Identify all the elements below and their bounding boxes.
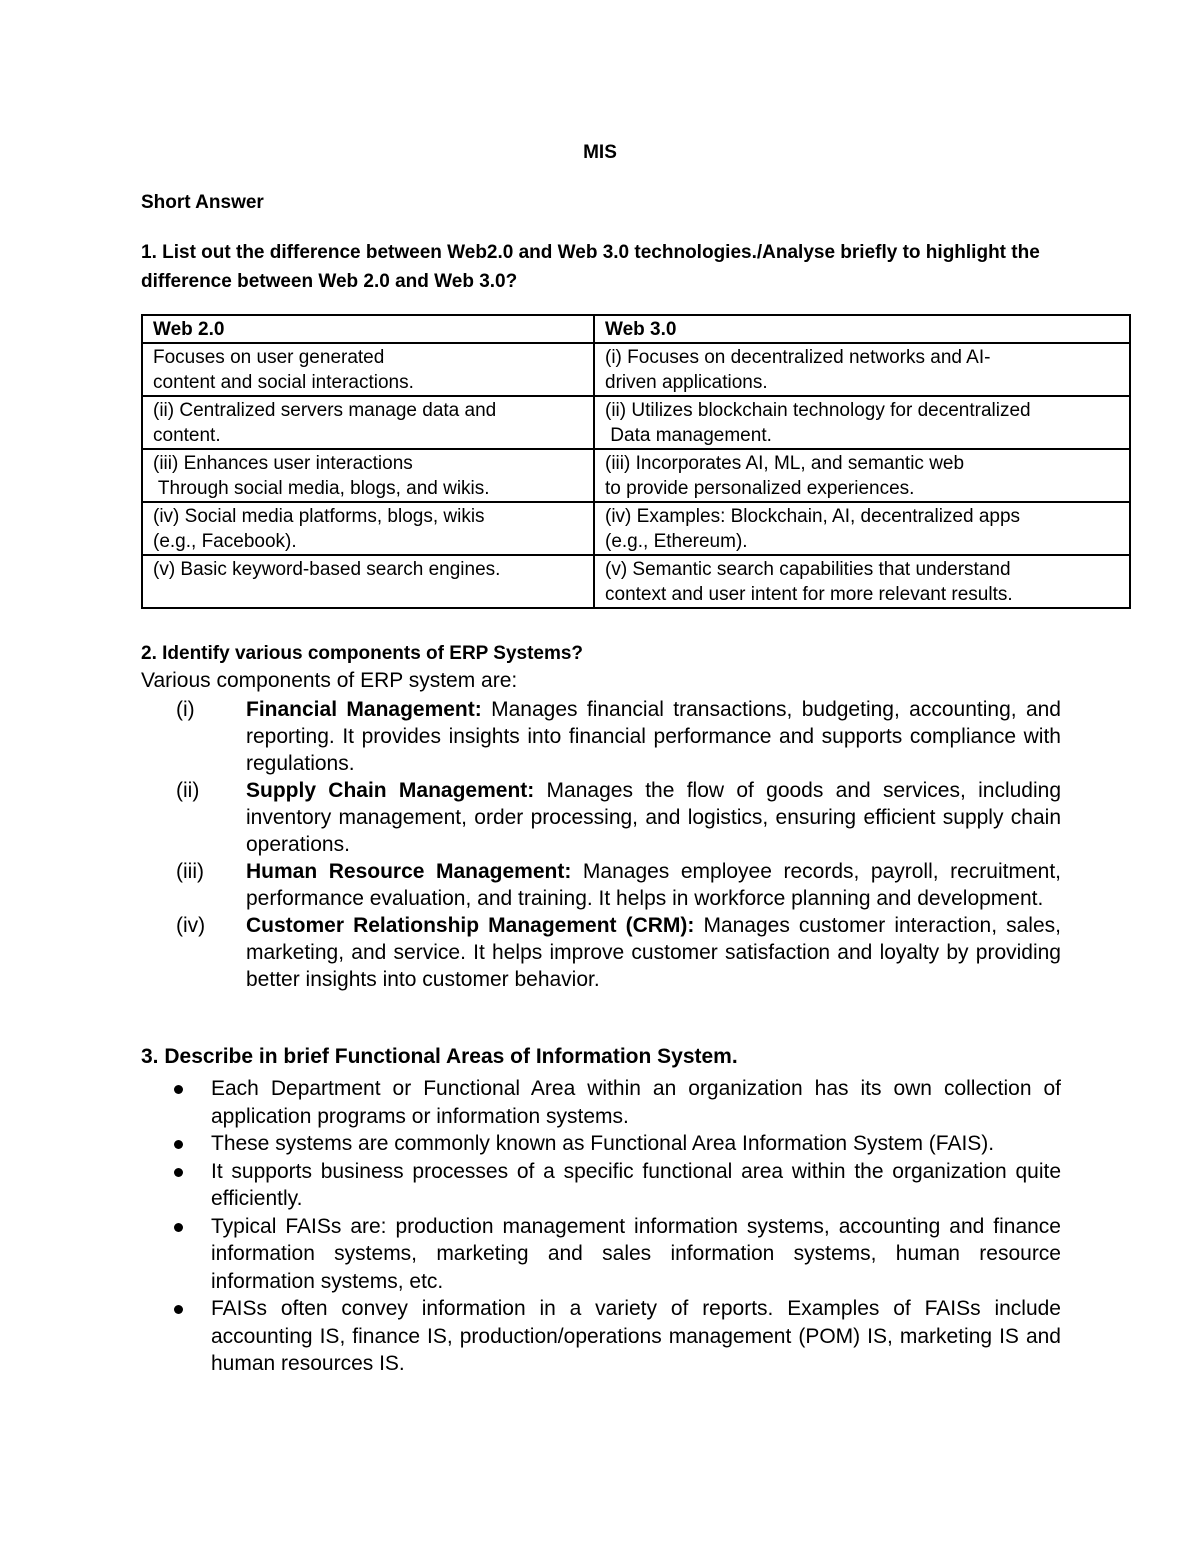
item-number: (i) xyxy=(176,698,195,721)
cell-text-line: (ii) Centralized servers manage data and xyxy=(153,400,497,421)
cell-text-line: (iv) Social media platforms, blogs, wikis xyxy=(153,506,485,527)
cell-text-line: (v) Basic keyword-based search engines. xyxy=(153,559,501,580)
cell-text-line: (i) Focuses on decentralized networks and AI- xyxy=(605,347,991,368)
bullet-text: Each Department or Functional Area within an organization has its own collection of application programs or information systems. xyxy=(211,1077,1061,1128)
erp-component-item xyxy=(141,777,1061,858)
item-number: (ii) xyxy=(176,779,200,802)
component-description: Manages financial transactions, budgeting, accounting, and reporting. It provides insights into financial performance and supports compliance with regulations. xyxy=(246,698,1061,775)
web2-cell xyxy=(142,343,594,396)
cell-text-line: Through social media, blogs, and wikis. xyxy=(153,478,490,499)
cell-text-line: (iv) Examples: Blockchain, AI, decentralized apps xyxy=(605,506,1021,527)
cell-text-line: content and social interactions. xyxy=(153,372,414,393)
bullet-text: It supports business processes of a specific functional area within the organization quite efficiently. xyxy=(211,1159,1061,1210)
erp-component-item xyxy=(141,858,1061,912)
cell-text-line: (iii) Enhances user interactions xyxy=(153,453,413,474)
web3-cell xyxy=(594,502,1130,555)
bullet-icon xyxy=(174,1085,183,1094)
fais-bullet-list xyxy=(141,1075,1061,1378)
cell-text-line: context and user intent for more relevant results. xyxy=(605,584,1013,605)
table-row xyxy=(142,555,1130,608)
erp-component-item xyxy=(141,696,1061,777)
web3-cell xyxy=(594,449,1130,502)
header-web3: Web 3.0 xyxy=(594,315,1130,343)
web-comparison-table xyxy=(141,314,1131,609)
bullet-icon xyxy=(174,1140,183,1149)
list-item xyxy=(141,1158,1061,1213)
component-description: Manages the flow of goods and services, including inventory management, order processing, and logistics, ensuring efficient supply chain operations. xyxy=(246,779,1061,856)
table-row xyxy=(142,343,1130,396)
bullet-icon xyxy=(174,1168,183,1177)
cell-text-line: (e.g., Facebook). xyxy=(153,531,297,552)
component-term: Financial Management: xyxy=(246,698,482,721)
bullet-text: FAISs often convey information in a variety of reports. Examples of FAISs include accounting IS, finance IS, production/operations management (POM) IS, marketing IS and human resources IS. xyxy=(211,1297,1061,1375)
table-row xyxy=(142,449,1130,502)
cell-text-line: (iii) Incorporates AI, ML, and semantic web xyxy=(605,453,965,474)
web3-cell xyxy=(594,396,1130,449)
web3-cell xyxy=(594,343,1130,396)
bullet-icon xyxy=(174,1305,183,1314)
list-item xyxy=(141,1295,1061,1378)
bullet-icon xyxy=(174,1223,183,1232)
web2-cell xyxy=(142,555,594,608)
table-header-row xyxy=(142,315,1130,343)
list-item xyxy=(141,1075,1061,1130)
page-title: MIS xyxy=(583,142,617,163)
list-item xyxy=(141,1213,1061,1296)
web2-cell xyxy=(142,449,594,502)
component-description: Manages employee records, payroll, recruitment, performance evaluation, and training. It helps in workforce planning and development. xyxy=(246,860,1062,910)
erp-component-item xyxy=(141,912,1061,993)
bullet-text: These systems are commonly known as Functional Area Information System (FAIS). xyxy=(211,1132,995,1155)
component-term: Customer Relationship Management (CRM): xyxy=(246,914,695,937)
list-item xyxy=(141,1130,1061,1158)
component-description: Manages customer interaction, sales, marketing, and service. It helps improve customer satisfaction and loyalty by providing better insights into customer behavior. xyxy=(246,914,1061,991)
cell-text-line: (v) Semantic search capabilities that understand xyxy=(605,559,1011,580)
erp-intro: Various components of ERP system are: xyxy=(141,669,518,692)
web2-cell xyxy=(142,502,594,555)
section-subheading: Short Answer xyxy=(141,192,264,213)
erp-components-list xyxy=(141,696,1061,993)
item-number: (iii) xyxy=(176,860,204,883)
web3-cell xyxy=(594,555,1130,608)
question-2: 2. Identify various components of ERP Systems? xyxy=(141,643,584,664)
cell-text-line: to provide personalized experiences. xyxy=(605,478,915,499)
question-1: 1. List out the difference between Web2.0 and Web 3.0 technologies./Analyse briefly to highlight the difference between Web 2.0 and Web 3.0? xyxy=(141,242,1040,292)
component-term: Human Resource Management: xyxy=(246,860,572,883)
table-row xyxy=(142,396,1130,449)
cell-text-line: (e.g., Ethereum). xyxy=(605,531,748,552)
cell-text-line: Data management. xyxy=(605,425,772,446)
table-row xyxy=(142,502,1130,555)
header-web2: Web 2.0 xyxy=(142,315,594,343)
item-number: (iv) xyxy=(176,914,206,937)
bullet-text: Typical FAISs are: production management information systems, accounting and finance information systems, marketing and sales information systems, human resource information systems, etc. xyxy=(211,1214,1061,1293)
cell-text-line: content. xyxy=(153,425,221,446)
question-3: 3. Describe in brief Functional Areas of Information System. xyxy=(141,1045,738,1068)
component-term: Supply Chain Management: xyxy=(246,779,535,802)
cell-text-line: (ii) Utilizes blockchain technology for decentralized xyxy=(605,400,1031,421)
cell-text-line: Focuses on user generated xyxy=(153,347,385,368)
cell-text-line: driven applications. xyxy=(605,372,768,393)
web2-cell xyxy=(142,396,594,449)
